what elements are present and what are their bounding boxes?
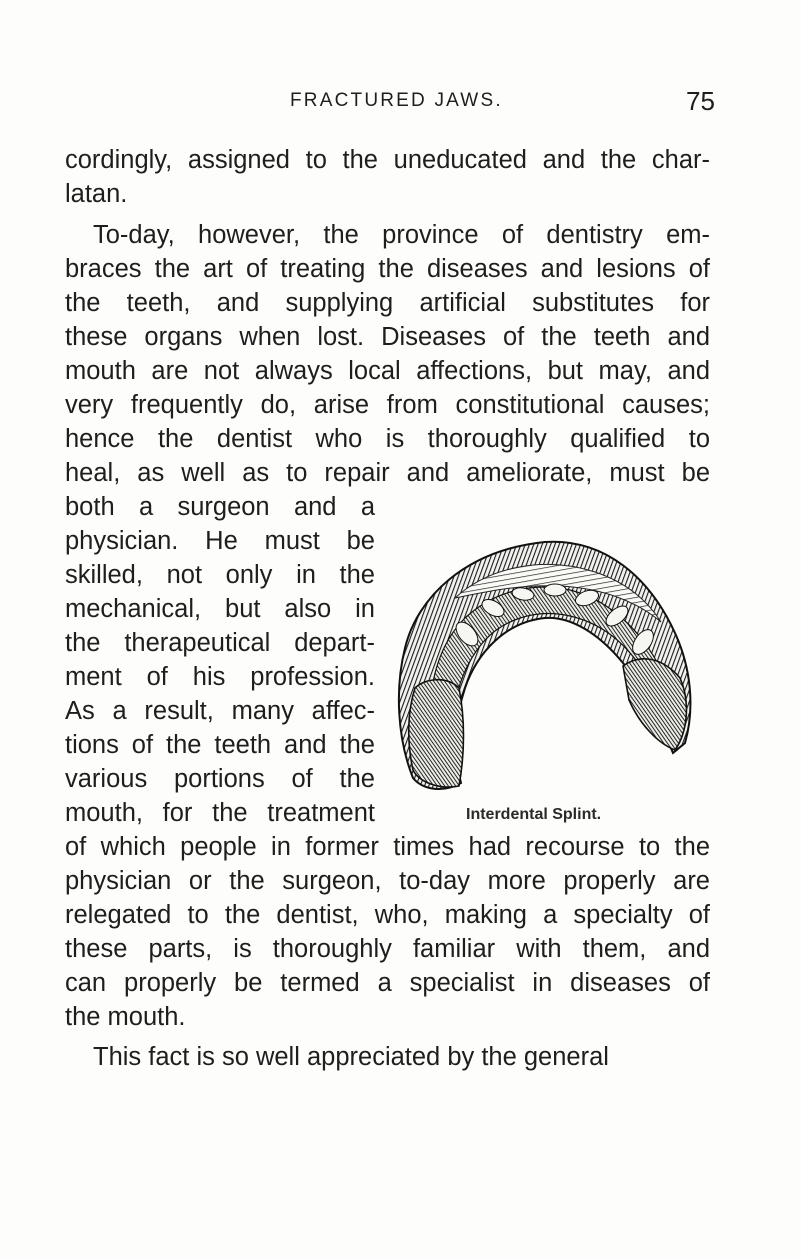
text-line: skilled, not only in the	[65, 561, 375, 589]
text-line: relegated to the dentist, who, making a specialty of	[65, 901, 710, 929]
text-line: very frequently do, arise from constitutional causes;	[65, 391, 710, 419]
text-line: of which people in former times had recourse to the	[65, 833, 710, 861]
text-line: mouth are not always local affections, but may, and	[65, 357, 710, 385]
text-line: these parts, is thoroughly familiar with them, and	[65, 935, 710, 963]
text-line: heal, as well as to repair and ameliorate, must be	[65, 459, 710, 487]
text-line: mechanical, but also in	[65, 595, 375, 623]
running-title: FRACTURED JAWS.	[290, 90, 503, 111]
text-line: both a surgeon and a	[65, 493, 375, 521]
text-line: To-day, however, the province of dentistry em-	[93, 221, 710, 249]
text-line: hence the dentist who is thoroughly qualified to	[65, 425, 710, 453]
text-line: ment of his profession.	[65, 663, 375, 691]
text-line: these organs when lost. Diseases of the teeth and	[65, 323, 710, 351]
text-line: cordingly, assigned to the uneducated and the char-	[65, 146, 710, 174]
text-line: latan.	[65, 180, 128, 208]
text-line: can properly be termed a specialist in diseases of	[65, 969, 710, 997]
text-line: various portions of the	[65, 765, 375, 793]
text-line: tions of the teeth and the	[65, 731, 375, 759]
text-line: This fact is so well appreciated by the general	[93, 1043, 609, 1071]
figure-caption: Interdental Splint.	[466, 806, 602, 823]
text-line: braces the art of treating the diseases and lesions of	[65, 255, 710, 283]
text-line: the therapeutical depart-	[65, 629, 375, 657]
text-line: physician or the surgeon, to-day more properly are	[65, 867, 710, 895]
interdental-splint-icon	[395, 538, 695, 808]
text-line: physician. He must be	[65, 527, 375, 555]
text-line: the mouth.	[65, 1003, 186, 1031]
text-line: As a result, many affec-	[65, 697, 375, 725]
text-line: the teeth, and supplying artificial substitutes for	[65, 289, 710, 317]
text-line: mouth, for the treatment	[65, 799, 375, 827]
page-number: 75	[686, 86, 715, 116]
page-header	[0, 88, 801, 118]
interdental-splint-figure	[395, 538, 695, 808]
